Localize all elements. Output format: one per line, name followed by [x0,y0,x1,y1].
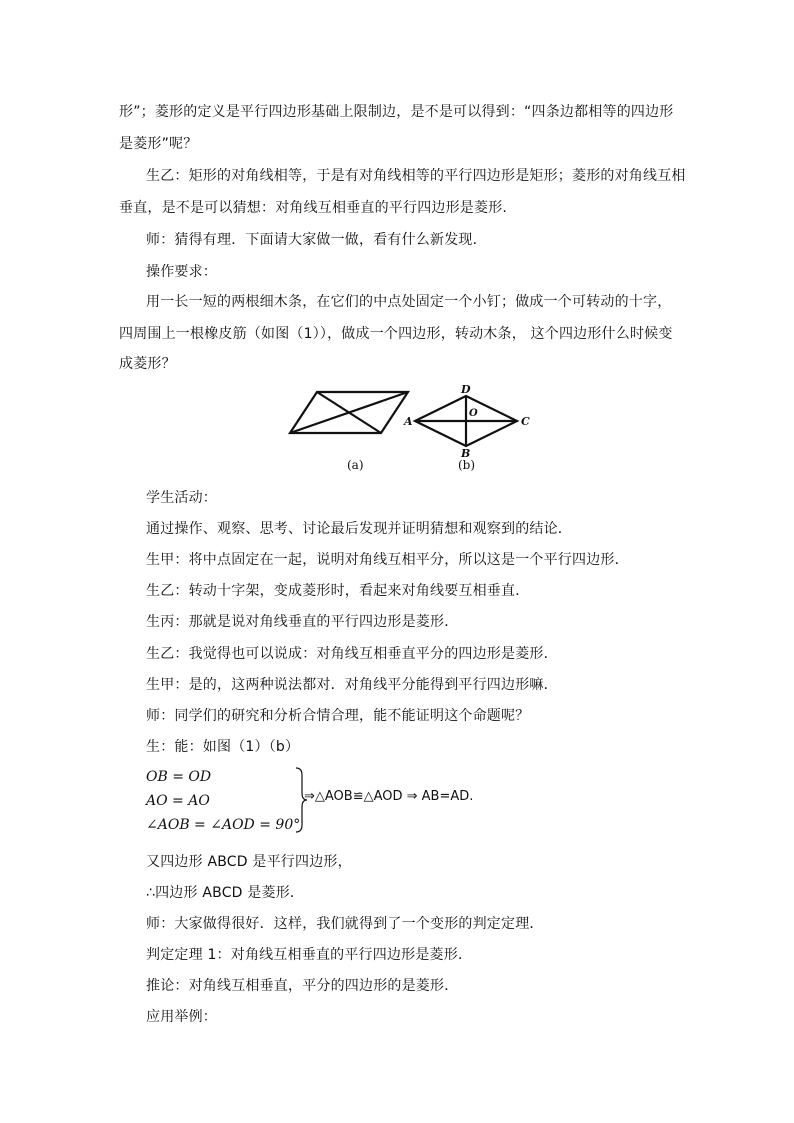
point-label-b: B [461,447,471,460]
paragraph-line: 成菱形？ [119,356,176,372]
diagonal-line [317,392,381,433]
proof-line-1: OB = OD [146,769,212,785]
rhombus-figure [415,396,517,446]
paragraph-line: 用一长一短的两根细木条，在它们的中点处固定一个小钉；做成一个可转动的十字， [146,294,672,310]
point-label-c: C [521,415,530,428]
paragraph-line: 操作要求： [146,264,217,280]
paragraph-line: 形”；菱形的定义是平行四边形基础上限制边，是不是可以得到：“四条边都相等的四边形 [119,104,674,120]
paragraph-line: 师：大家做得很好．这样，我们就得到了一个变形的判定定理． [146,916,544,932]
figure-label-a: (a) [347,458,364,472]
dialogue-line: 生乙：转动十字架，变成菱形时，看起来对角线要互相垂直． [146,583,530,599]
paragraph-line: 应用举例： [146,1009,217,1025]
point-label-o: O [469,408,478,419]
theorem-line: 判定定理 1：对角线互相垂直的平行四边形是菱形． [146,947,473,963]
proof-line-3: ∠AOB = ∠AOD = 90° [146,817,301,833]
dialogue-line: 生丙：那就是说对角线垂直的平行四边形是菱形． [146,614,459,630]
paragraph-line: 又四边形 ABCD 是平行四边形， [146,854,352,870]
figure-label-b: (b) [458,458,476,472]
paragraph-line: 四周围上一根橡皮筋（如图（1）），做成一个四边形，转动木条， 这个四边形什么时候变 [119,326,673,342]
paragraph-line: ∴四边形 ABCD 是菱形． [146,885,305,901]
section-heading: 学生活动： [146,490,217,506]
figure-quadrilaterals [280,380,540,480]
paragraph-line: 师：猜得有理．下面请大家做一做，看有什么新发现． [146,232,487,248]
point-label-a: A [404,415,413,428]
dialogue-line: 通过操作、观察、思考、讨论最后发现并证明猜想和观察到的结论． [146,521,572,537]
paragraph-line: 生乙：矩形的对角线相等，于是有对角线相等的平行四边形是矩形；菱形的对角线互相 [146,168,686,184]
dialogue-line: 生：能：如图（1）（b） [146,739,300,755]
proof-line-2: AO = AO [146,793,210,809]
proof-conclusion: ⇒△AOB≌△AOD ⇒ AB=AD. [304,789,474,804]
point-label-d: D [461,383,471,396]
dialogue-line: 生乙：我觉得也可以说成：对角线互相垂直平分的四边形是菱形． [146,646,558,662]
paragraph-line: 是菱形”呢？ [119,136,198,152]
paragraph-line: 垂直，是不是可以猜想：对角线互相垂直的平行四边形是菱形. [119,200,508,216]
corollary-line: 推论：对角线互相垂直，平分的四边形的是菱形． [146,978,459,994]
parallelogram-figure [290,392,408,433]
dialogue-line: 师：同学们的研究和分析合情合理，能不能证明这个命题呢？ [146,708,530,724]
dialogue-line: 生甲：将中点固定在一起，说明对角线互相平分，所以这是一个平行四边形． [146,552,629,568]
figure-svg [280,380,540,480]
proof-block [146,765,506,837]
dialogue-line: 生甲：是的，这两种说法都对．对角线平分能得到平行四边形嘛． [146,677,558,693]
